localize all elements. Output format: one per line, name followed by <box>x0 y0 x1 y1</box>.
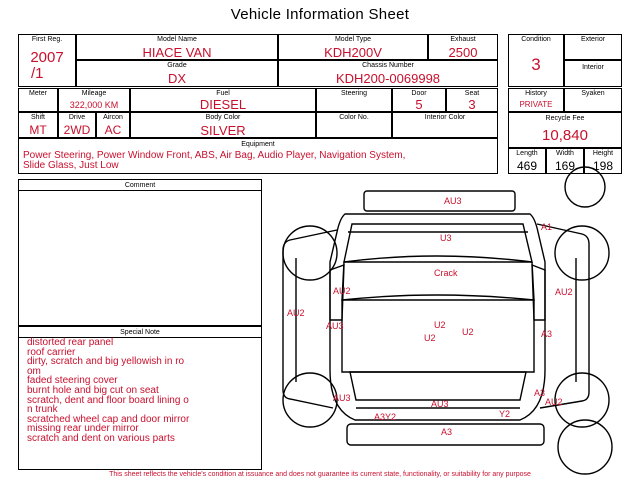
drive-value: 2WD <box>63 123 91 137</box>
damage-mark: A3Y2 <box>374 412 397 422</box>
width-label: Width <box>556 150 574 157</box>
first-reg-label: First Reg. <box>31 36 63 43</box>
damage-mark: AU3 <box>444 196 462 206</box>
damage-mark: Y2 <box>499 409 511 419</box>
grade-label: Grade <box>167 62 187 69</box>
seat-value: 3 <box>468 97 476 112</box>
body-color-value: SILVER <box>200 123 246 138</box>
damage-mark: U2 <box>462 327 474 337</box>
spare-wheel-icon <box>558 420 612 474</box>
damage-mark: AU3 <box>333 393 351 403</box>
steering-label: Steering <box>340 90 368 97</box>
condition-label: Condition <box>521 36 551 43</box>
syaken-label: Syaken <box>581 90 605 97</box>
special-note-line: distorted rear panel <box>27 337 114 348</box>
seat-label: Seat <box>464 90 480 97</box>
damage-mark: AU2 <box>333 286 351 296</box>
special-note-line: roof carrier <box>27 346 76 358</box>
exterior-label: Exterior <box>580 36 606 43</box>
shift-value: MT <box>29 123 47 137</box>
mileage-label: Mileage <box>81 90 107 97</box>
drive-label: Drive <box>68 114 86 121</box>
damage-mark: AU3 <box>326 321 344 331</box>
aircon-value: AC <box>104 123 122 137</box>
height-value: 198 <box>592 159 614 173</box>
special-note-line: scratch and dent on various parts <box>27 432 175 444</box>
width-value: 169 <box>554 159 576 173</box>
damage-mark: A3 <box>441 427 453 437</box>
special-note-line: n trunk <box>27 404 58 416</box>
grade-value: DX <box>167 71 187 86</box>
rear-window <box>350 372 526 400</box>
model-name-value: HIACE VAN <box>142 45 212 60</box>
recycle-fee-value: 10,840 <box>542 127 588 144</box>
special-note-line: faded steering cover <box>27 375 118 387</box>
page-title: Vehicle Information Sheet <box>230 6 410 23</box>
history-value: PRIVATE <box>519 100 553 109</box>
damage-mark: AU3 <box>431 399 449 409</box>
special-note-line: burnt hole and big cut on seat <box>27 384 159 396</box>
special-note-line: om <box>27 365 41 377</box>
aircon-label: Aircon <box>103 114 123 121</box>
body-outline <box>330 214 545 420</box>
model-type-label: Model Type <box>334 36 372 43</box>
model-type-value: KDH200V <box>324 45 382 60</box>
damage-mark: AU2 <box>555 287 573 297</box>
special-note-label: Special Note <box>120 329 160 336</box>
damage-mark: U2 <box>424 333 436 343</box>
mileage-value: 322,000 KM <box>69 100 119 110</box>
door-value: 5 <box>415 97 423 112</box>
condition-value: 3 <box>531 55 541 74</box>
comment-label: Comment <box>124 182 156 189</box>
damage-mark: A3 <box>541 329 553 339</box>
front-left-wheel-icon <box>283 226 337 280</box>
rear-left-wheel-icon <box>283 373 337 427</box>
special-note-line: missing rear under mirror <box>27 423 139 435</box>
special-note-line: dirty, scratch and big yellowish in ro <box>27 356 185 368</box>
special-note-line: scratched wheel cap and door mirror <box>27 413 190 425</box>
equipment-line-1: Power Steering, Power Window Front, ABS, Air Bag, Audio Player, Navigation System, <box>23 150 406 161</box>
disclaimer-footer: This sheet reflects the vehicle's condition at issuance and does not guarantee its current state, functionality, or suitability for any purpose <box>109 471 531 478</box>
fuel-label: Fuel <box>216 90 230 97</box>
equipment-line-2: Slide Glass, Just Low <box>23 160 119 171</box>
shift-label: Shift <box>30 114 45 121</box>
meter-label: Meter <box>29 90 47 97</box>
length-value: 469 <box>516 159 538 173</box>
damage-mark: U2 <box>434 320 446 330</box>
spare-wheel-top-icon <box>565 167 605 207</box>
damage-mark: U3 <box>440 233 452 243</box>
length-label: Length <box>516 150 538 157</box>
door-label: Door <box>411 90 427 97</box>
fuel-value: DIESEL <box>199 97 247 112</box>
front-bumper <box>364 191 515 211</box>
model-name-label: Model Name <box>157 36 197 43</box>
recycle-fee-label: Recycle Fee <box>545 115 585 122</box>
body-color-label: Body Color <box>205 114 241 121</box>
damage-mark: AU2 <box>287 308 305 318</box>
first-reg-year: 2007 <box>30 49 64 66</box>
equipment-label: Equipment <box>241 141 275 148</box>
history-label: History <box>525 90 547 97</box>
damage-mark: Crack <box>434 268 458 278</box>
chassis-number-label: Chassis Number <box>362 62 414 69</box>
damage-mark: A1 <box>541 222 553 232</box>
roof-panel <box>342 300 534 372</box>
damage-mark: AU2 <box>545 397 563 407</box>
color-no-label: Color No. <box>339 114 369 121</box>
interior-label: Interior <box>582 64 604 71</box>
damage-mark: A3 <box>534 388 546 398</box>
first-reg-month: /1 <box>31 65 44 82</box>
exhaust-value: 2500 <box>448 45 478 60</box>
chassis-number-value: KDH200-0069998 <box>335 71 441 86</box>
rear-right-wheel-icon <box>555 373 609 427</box>
interior-color-label: Interior Color <box>424 114 466 121</box>
exhaust-label: Exhaust <box>450 36 476 43</box>
height-label: Height <box>592 150 614 157</box>
special-note-line: scratch, dent and floor board lining o <box>27 394 189 406</box>
